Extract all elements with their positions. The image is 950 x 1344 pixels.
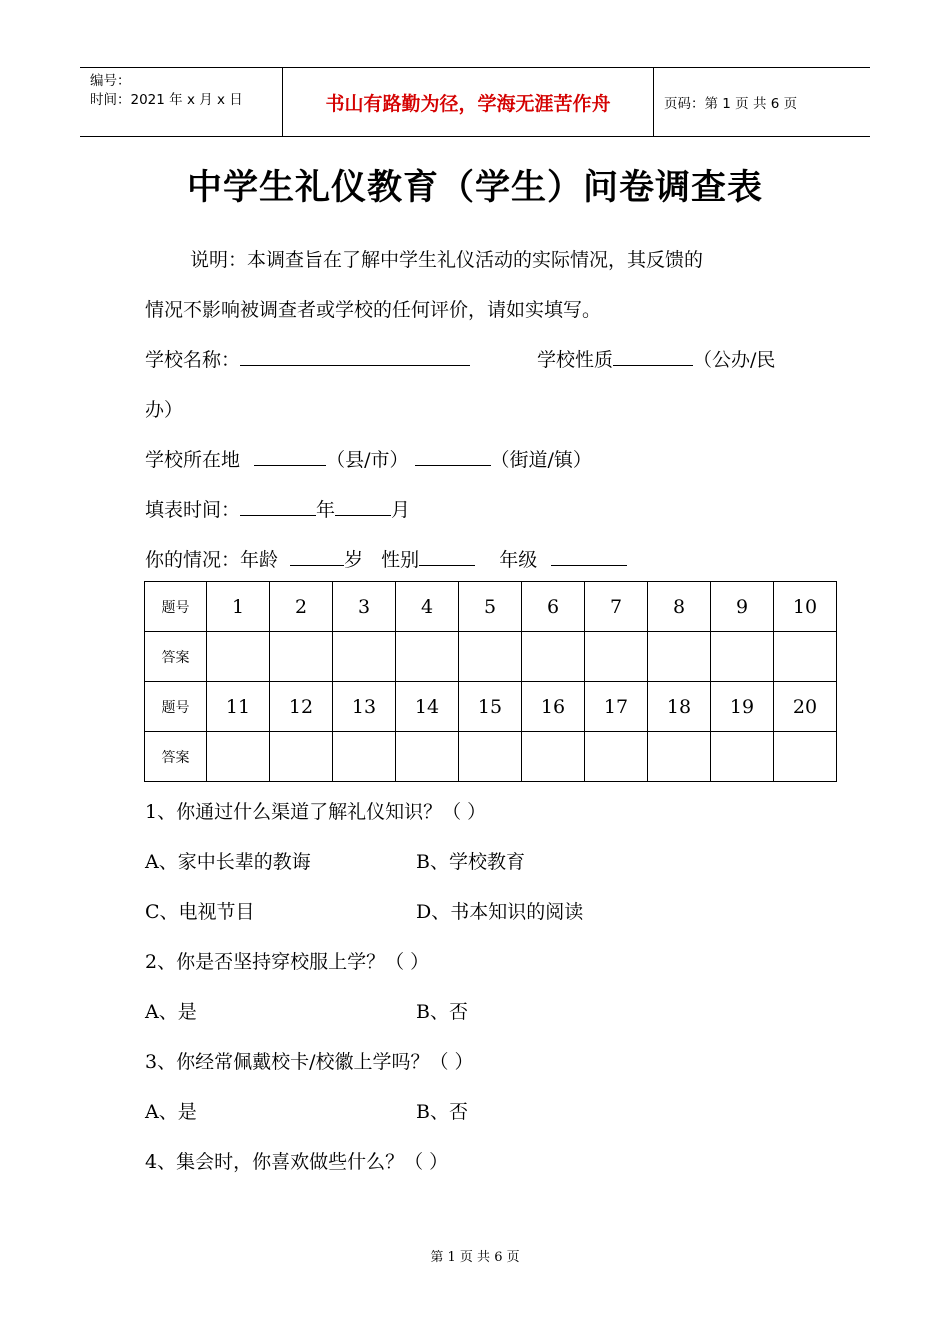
question-number: 20 [774, 682, 837, 732]
grade-field[interactable] [551, 547, 627, 566]
question-3: 3、你经常佩戴校卡/校徽上学吗？（ ） [145, 1051, 474, 1073]
question-number: 12 [270, 682, 333, 732]
personal-label: 你的情况：年龄 [145, 549, 279, 571]
question-number: 19 [711, 682, 774, 732]
question-1-option-d[interactable]: D、书本知识的阅读 [416, 901, 584, 923]
answer-cell[interactable] [648, 732, 711, 782]
question-number: 3 [333, 582, 396, 632]
location-row [145, 445, 592, 472]
question-number: 2 [270, 582, 333, 632]
question-number: 7 [585, 582, 648, 632]
question-number: 15 [459, 682, 522, 732]
age-field[interactable] [290, 547, 344, 566]
time-label: 时间：2021 年 x 月 x 日 [90, 92, 243, 108]
school-name-field[interactable] [240, 347, 470, 366]
answer-cell[interactable] [774, 632, 837, 682]
fill-time-label: 填表时间： [145, 499, 241, 521]
answer-cell[interactable] [522, 632, 585, 682]
question-4: 4、集会时，你喜欢做些什么？（ ） [145, 1151, 449, 1173]
answer-cell[interactable] [711, 732, 774, 782]
county-field[interactable] [254, 447, 326, 466]
answer-label: 答案 [145, 632, 207, 682]
question-2-option-a[interactable]: A、是 [145, 1001, 197, 1023]
question-number: 18 [648, 682, 711, 732]
location-label: 学校所在地 [145, 449, 241, 471]
table-row [145, 682, 837, 732]
month-label: 月 [391, 499, 411, 521]
page-title: 中学生礼仪教育（学生）问卷调查表 [186, 168, 763, 208]
number-label: 编号： [90, 73, 131, 89]
question-number: 6 [522, 582, 585, 632]
grade-label: 年级 [499, 549, 538, 571]
answer-cell[interactable] [270, 632, 333, 682]
question-1-option-a[interactable]: A、家中长辈的教诲 [145, 851, 311, 873]
question-number: 8 [648, 582, 711, 632]
school-type-hint-2: 办） [145, 399, 184, 421]
answer-cell[interactable] [333, 632, 396, 682]
question-number: 13 [333, 682, 396, 732]
question-number: 4 [396, 582, 459, 632]
school-name-row [145, 345, 470, 372]
header-motto: 书山有路勤为径，学海无涯苦作舟 [282, 68, 654, 136]
answer-cell[interactable] [207, 632, 270, 682]
school-name-label: 学校名称： [145, 349, 241, 371]
age-unit: 岁 [344, 549, 364, 571]
year-field[interactable] [240, 497, 316, 516]
header-page-info: 页码：第 1 页 共 6 页 [664, 96, 798, 112]
school-type-row [537, 345, 775, 372]
question-number: 14 [396, 682, 459, 732]
intro-line-1: 说明：本调查旨在了解中学生礼仪活动的实际情况，其反馈的 [190, 249, 704, 271]
month-field[interactable] [335, 497, 391, 516]
table-row [145, 732, 837, 782]
document-header [80, 67, 870, 137]
question-number-label: 题号 [145, 682, 207, 732]
answer-cell[interactable] [207, 732, 270, 782]
question-number: 16 [522, 682, 585, 732]
answer-label: 答案 [145, 732, 207, 782]
gender-field[interactable] [419, 547, 475, 566]
question-2: 2、你是否坚持穿校服上学？（ ） [145, 951, 430, 973]
gender-label: 性别 [381, 549, 420, 571]
personal-row [145, 545, 627, 572]
answer-cell[interactable] [585, 632, 648, 682]
school-type-field[interactable] [613, 347, 693, 366]
street-label: （街道/镇） [490, 449, 592, 471]
answer-cell[interactable] [459, 732, 522, 782]
table-row [145, 632, 837, 682]
question-number: 1 [207, 582, 270, 632]
header-meta [80, 68, 282, 136]
answer-cell[interactable] [270, 732, 333, 782]
answer-cell[interactable] [774, 732, 837, 782]
question-2-option-b[interactable]: B、否 [416, 1001, 468, 1023]
question-number: 11 [207, 682, 270, 732]
table-row [145, 582, 837, 632]
question-number: 5 [459, 582, 522, 632]
school-type-hint: （公办/民 [693, 349, 776, 371]
answer-cell[interactable] [522, 732, 585, 782]
year-label: 年 [316, 499, 336, 521]
street-field[interactable] [415, 447, 491, 466]
answer-cell[interactable] [396, 732, 459, 782]
answer-table [144, 581, 837, 782]
question-1: 1、你通过什么渠道了解礼仪知识？（ ） [145, 801, 487, 823]
question-number-label: 题号 [145, 582, 207, 632]
county-label: （县/市） [326, 449, 409, 471]
answer-cell[interactable] [333, 732, 396, 782]
answer-cell[interactable] [396, 632, 459, 682]
question-number: 17 [585, 682, 648, 732]
answer-cell[interactable] [459, 632, 522, 682]
fill-time-row [145, 495, 410, 522]
question-1-option-b[interactable]: B、学校教育 [416, 851, 525, 873]
question-number: 9 [711, 582, 774, 632]
question-3-option-a[interactable]: A、是 [145, 1101, 197, 1123]
answer-cell[interactable] [711, 632, 774, 682]
answer-cell[interactable] [648, 632, 711, 682]
intro-line-2: 情况不影响被调查者或学校的任何评价，请如实填写。 [145, 299, 602, 321]
question-3-option-b[interactable]: B、否 [416, 1101, 468, 1123]
page-footer: 第 1 页 共 6 页 [430, 1250, 520, 1265]
question-1-option-c[interactable]: C、电视节目 [145, 901, 255, 923]
school-type-label: 学校性质 [537, 349, 614, 371]
question-number: 10 [774, 582, 837, 632]
answer-cell[interactable] [585, 732, 648, 782]
